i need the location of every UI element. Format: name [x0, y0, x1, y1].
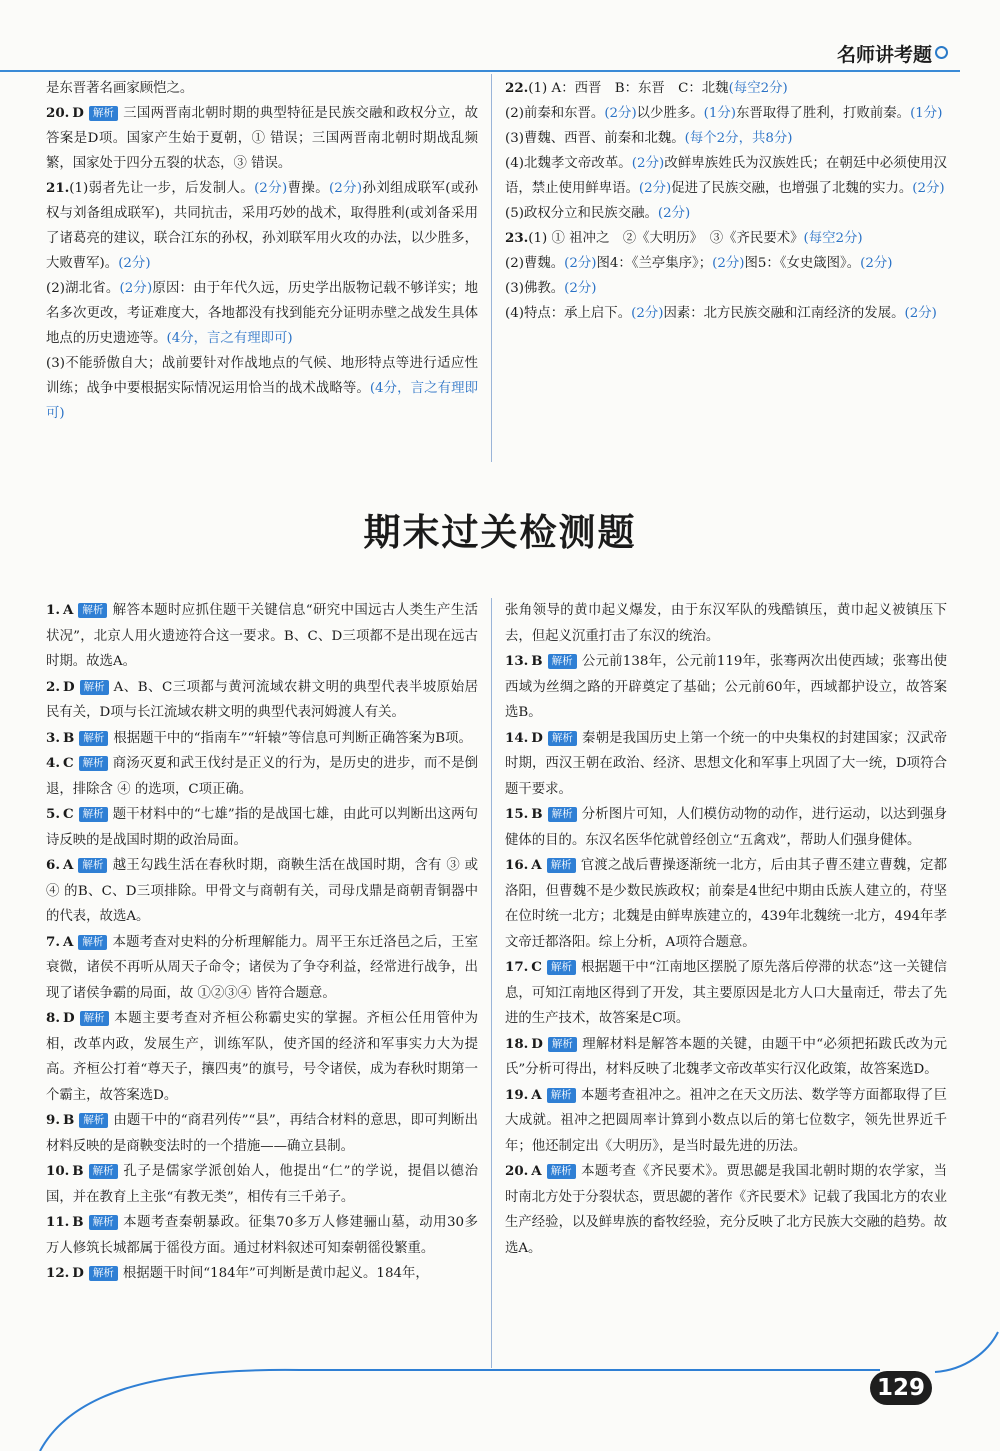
answer-item [505, 1032, 947, 1083]
answer-item [46, 176, 478, 276]
answer-text: 原因：由于年代久远，历史学出版物记载不够详实；地名多次更改，考证难度大，各地都没有找到能充分证明赤壁之战发生具体地点的历史遗迹等。 [46, 281, 479, 346]
score-note: (1分) [910, 106, 943, 121]
answer-text: (1)弱者先让一步，后发制人。 [69, 181, 255, 196]
question-number: 11. [46, 1214, 70, 1230]
score-note: (每空2分) [803, 231, 863, 246]
answer-text: (2)湖北省。 [46, 281, 120, 296]
question-number: 2. [46, 678, 60, 695]
answer-text: 孙刘组成联军(或孙权与刘备组成联军)，共同抗击，采用巧妙的战术，取得胜利(或刘备采用了诸葛亮的建议，联合江东的孙权，孙刘联军用火攻的办法，以少胜多，大败曹军)。 [46, 181, 479, 271]
question-number: 5. [46, 806, 60, 822]
analysis-tag: 解析 [548, 654, 577, 669]
answer-item [505, 726, 947, 803]
answer-text: 越王勾践生活在春秋时期，商鞅生活在战国时期，含有 ③ 或 ④ 的B、C、D三项排除。甲骨文与商朝有关，司母戊鼎是商朝青铜器中的代表，故选A。 [46, 858, 478, 924]
answer-choice: D [72, 105, 84, 121]
question-number: 19. [505, 1086, 529, 1103]
question-number: 13. [505, 653, 529, 669]
question-number: 9. [46, 1112, 60, 1128]
score-note: (2分) [638, 181, 672, 196]
answer-choice: D [531, 1035, 543, 1052]
answers-bottom-left [46, 598, 478, 1287]
answer-text: 本题考查秦朝暴政。征集70多万人修建骊山墓，动用30多万人修筑长城都属于徭役方面。通过材料叙述可知秦朝徭役繁重。 [46, 1215, 478, 1256]
answer-item [46, 751, 478, 802]
answer-text: 分析图片可知，人们模仿动物的动作，进行运动，以达到强身健体的目的。东汉名医华佗就曾经创立“五禽戏”，帮助人们强身健体。 [505, 807, 947, 848]
answer-item [46, 1006, 478, 1108]
answer-choice: A [531, 1086, 542, 1103]
answer-item [505, 251, 947, 276]
answer-item [505, 802, 947, 853]
question-number: 20. [505, 1163, 529, 1179]
answer-item [46, 1108, 478, 1159]
score-note: (2分) [118, 256, 151, 271]
score-note: (2分) [631, 306, 664, 321]
question-number: 3. [46, 729, 60, 746]
answer-text: 题干材料中的“七雄”指的是战国七雄，由此可以判断出这两句诗反映的是战国时期的政治局面。 [46, 807, 478, 848]
answer-choice: D [72, 1265, 84, 1281]
answer-text: (3)佛教。 [505, 281, 565, 296]
answer-item [46, 802, 478, 853]
analysis-tag: 解析 [89, 1215, 118, 1230]
answer-text: 公元前138年，公元前119年，张骞两次出使西域；张骞出使西域为丝绸之路的开辟奠定了基础；公元前60年，西域都护设立，故答案选B。 [505, 654, 947, 720]
question-number: 15. [505, 806, 529, 822]
answer-choice: A [62, 602, 74, 618]
analysis-tag: 解析 [547, 858, 576, 873]
answer-choice: B [72, 1163, 84, 1179]
answer-text: 孔子是儒家学派创始人，他提出“仁”的学说，提倡以德治国，并在教育上主张“有教无类”，相传有三千弟子。 [46, 1164, 478, 1205]
answer-text: 根据题干时间“184年”可判断是黄巾起义。184年， [122, 1266, 429, 1281]
answer-item [505, 1083, 947, 1160]
book-series-title: 名师讲考题 [836, 44, 932, 66]
question-number: 14. [505, 729, 529, 746]
score-note: (2分) [254, 181, 288, 196]
score-note: (4分，言之有理即可) [46, 381, 478, 421]
analysis-tag: 解析 [79, 756, 108, 771]
answer-text: 本题考查祖冲之。祖冲之在天文历法、数学等方面都取得了巨大成就。祖冲之把圆周率计算到小数点以后的第七位数字，领先世界近千年；他还制定出《大明历》，是当时最先进的历法。 [505, 1087, 947, 1154]
analysis-tag: 解析 [89, 1266, 118, 1281]
score-note: (2分) [604, 106, 637, 121]
answer-text: (3)曹魏、西晋、前秦和北魏。 [505, 131, 685, 146]
answer-text: 解答本题时应抓住题干关键信息“研究中国远古人类生产生活状况”，北京人用火遗迹符合这一要求。B、C、D三项都不是出现在远古时期。故选A。 [46, 603, 478, 669]
answer-choice: C [62, 806, 74, 822]
score-note: (2分) [860, 256, 893, 271]
answer-choice: B [531, 806, 543, 822]
answer-text: 是东晋著名画家顾恺之。 [46, 81, 194, 96]
answer-item [505, 1159, 947, 1261]
answer-item [505, 649, 947, 726]
answer-item [505, 276, 947, 301]
answer-text: (3)不能骄傲自大；战前要针对作战地点的气候、地形特点等进行适应性训练；战争中要根据实际情况运用恰当的战术战略等。 [46, 356, 478, 396]
analysis-tag: 解析 [80, 680, 109, 695]
answer-item [505, 126, 947, 151]
answer-item [46, 351, 478, 426]
answers-bottom-right [505, 598, 947, 1261]
answer-choice: A [531, 857, 542, 873]
section-title: 期末过关检测题 [363, 511, 637, 554]
answer-text: 理解材料是解答本题的关键，由题干中“必须把拓跋氏改为元氏”分析可得出，材料反映了北魏孝文帝改革实行汉化政策，故答案选D。 [505, 1036, 947, 1077]
answer-text: 本题主要考查对齐桓公称霸史实的掌握。齐桓公任用管仲为相，改革内政，发展生产，训练军队，使齐国的经济和军事实力大为提高。齐桓公打着“尊天子，攘四夷”的旗号，号令诸侯，成为春秋时期第一个霸主，故答案选D。 [46, 1011, 478, 1103]
answer-text: 以少胜多。 [636, 106, 704, 121]
answer-item [505, 955, 947, 1032]
answer-item [46, 726, 478, 752]
answer-text: (4)北魏孝文帝改革。 [505, 156, 632, 171]
analysis-tag: 解析 [79, 1113, 108, 1128]
answer-item [505, 853, 947, 955]
question-number: 4. [46, 755, 60, 771]
score-note: (2分) [564, 281, 597, 296]
answer-text: A、B、C三项都与黄河流域农耕文明的典型代表半坡原始居民有关，D项与长江流域农耕文明的典型代表河姆渡人有关。 [46, 679, 478, 720]
circle-ornament-icon [935, 46, 948, 59]
answer-text: (1) ① 祖冲之 ②《大明历》 ③《齐民要术》 [528, 231, 804, 246]
analysis-tag: 解析 [89, 1164, 118, 1179]
answer-choice: B [72, 1214, 84, 1230]
question-number: 10. [46, 1163, 70, 1179]
score-note: (2分) [904, 306, 937, 321]
answer-item [46, 101, 478, 176]
analysis-tag: 解析 [548, 731, 577, 746]
answer-text: 由题干中的“商君列传”“县”，再结合材料的意思，即可判断出材料反映的是商鞅变法时的一个措施——确立县制。 [46, 1113, 478, 1154]
score-note: (2分) [712, 256, 745, 271]
score-note: (每个2分，共8分) [684, 131, 793, 146]
question-number: 8. [46, 1010, 60, 1026]
page-number: 129 [870, 1371, 932, 1405]
answer-text: 张角领导的黄巾起义爆发，由于东汉军队的残酷镇压，黄巾起义被镇压下去，但起义沉重打击了东汉的统治。 [505, 603, 947, 644]
score-note: (2分) [657, 206, 691, 221]
answer-text: 根据题干中“江南地区摆脱了原先落后停滞的状态”这一关键信息，可知江南地区得到了开发，其主要原因是北方人口大量南迁，带去了先进的生产技术，故答案是C项。 [505, 960, 947, 1026]
answer-text: 官渡之战后曹操逐渐统一北方，后由其子曹丕建立曹魏，定都洛阳，但曹魏不是少数民族政权；前秦是4世纪中期由氐族人建立的，苻坚在位时统一北方；北魏是由鲜卑族建立的，439年北魏统一北方，494年孝文帝迁都洛阳。综上分析，A项符合题意。 [505, 858, 947, 950]
bottom-wave-decoration [0, 1330, 1000, 1451]
answer-item [505, 226, 947, 251]
answer-choice: B [531, 653, 543, 669]
answer-item [46, 598, 478, 675]
column-divider [491, 74, 492, 462]
question-number: 6. [46, 857, 60, 873]
answer-item [505, 201, 947, 226]
answer-item [46, 276, 478, 351]
analysis-tag: 解析 [80, 1011, 109, 1026]
analysis-tag: 解析 [89, 106, 118, 121]
answer-choice: D [531, 729, 543, 746]
answer-text: (5)政权分立和民族交融。 [505, 206, 658, 221]
answer-item [46, 1261, 478, 1287]
answer-text: (2)曹魏。 [505, 256, 565, 271]
answer-choice: A [62, 933, 74, 950]
answer-item [505, 151, 947, 201]
score-note: (4分，言之有理即可) [166, 331, 293, 346]
answer-choice: C [62, 755, 74, 771]
score-note: (2分) [912, 181, 945, 196]
answer-text: 秦朝是我国历史上第一个统一的中央集权的封建国家；汉武帝时期，西汉王朝在政治、经济、思想文化和军事上巩固了大一统，D项符合题干要求。 [505, 730, 947, 797]
answer-item [505, 301, 947, 326]
answer-text: (4)特点：承上启下。 [505, 306, 632, 321]
answer-choice: C [531, 959, 542, 975]
question-number: 7. [46, 933, 60, 950]
analysis-tag: 解析 [79, 807, 108, 822]
column-divider [491, 598, 492, 1368]
answer-text: 本题考查《齐民要术》。贾思勰是我国北朝时期的农学家，当时南北方处于分裂状态，贾思勰的著作《齐民要术》记载了我国北方的农业生产经验，以及鲜卑族的畜牧经验，充分反映了北方民族大交融的趋势。故选A。 [505, 1164, 947, 1256]
answers-top-left [46, 76, 478, 426]
answer-item [46, 930, 478, 1007]
score-note: (2分) [564, 256, 597, 271]
answer-text: 本题考查对史料的分析理解能力。周平王东迁洛邑之后，王室衰微，诸侯不再听从周天子命令；诸侯为了争夺利益，经常进行战争，出现了诸侯争霸的局面，故 ①②③④ 皆符合题意。 [46, 934, 478, 1001]
score-note: (每空2分) [728, 81, 788, 96]
question-number: 23. [505, 230, 529, 246]
answer-text: 改鲜卑族姓氏为汉族姓氏；在朝廷中必须使用汉语，禁止使用鲜卑语。 [505, 156, 948, 196]
answer-item [46, 1159, 478, 1210]
analysis-tag: 解析 [78, 858, 107, 873]
answer-choice: D [62, 678, 75, 695]
question-number: 22. [505, 80, 529, 96]
answer-item [46, 675, 478, 726]
answer-text: 促进了民族交融，也增强了北魏的实力。 [671, 181, 913, 196]
answer-choice: B [62, 1112, 75, 1128]
analysis-tag: 解析 [79, 731, 108, 746]
analysis-tag: 解析 [547, 1164, 576, 1179]
answer-text: 曹操。 [287, 181, 329, 196]
answer-item [46, 1210, 478, 1261]
answer-item [46, 853, 478, 930]
analysis-tag: 解析 [548, 807, 577, 822]
analysis-tag: 解析 [548, 1037, 577, 1052]
answer-text: 因素：北方民族交融和江南经济的发展。 [663, 306, 905, 321]
answers-top-right [505, 76, 947, 326]
answer-text: 根据题干中的“指南车”“轩辕”等信息可判断正确答案为B项。 [113, 730, 472, 746]
question-number: 12. [46, 1265, 70, 1281]
answer-text: 图5：《女史箴图》。 [744, 256, 861, 271]
answer-choice: B [62, 729, 75, 746]
question-number: 18. [505, 1035, 529, 1052]
answer-text: (2)前秦和东晋。 [505, 106, 605, 121]
answer-text: 三国两晋南北朝时期的典型特征是民族交融和政权分立，故答案是D项。国家产生始于夏朝，① 错误；三国两晋南北朝时期战乱频繁，国家处于四分五裂的状态，③ 错误。 [46, 106, 478, 171]
score-note: (2分) [119, 281, 153, 296]
analysis-tag: 解析 [547, 960, 576, 975]
answer-text: (1) A：西晋 B：东晋 C：北魏 [528, 81, 729, 96]
answer-choice: D [62, 1010, 75, 1026]
question-number: 20. [46, 105, 70, 121]
question-number: 1. [46, 602, 60, 618]
header-rule [0, 70, 960, 72]
answer-text: 商汤灭夏和武王伐纣是正义的行为，是历史的进步，而不是倒退，排除含 ④ 的选项，C项正确。 [46, 756, 478, 797]
question-number: 17. [505, 959, 529, 975]
answer-item [505, 76, 947, 101]
question-number: 21. [46, 180, 70, 196]
answer-item [505, 101, 947, 126]
analysis-tag: 解析 [547, 1088, 576, 1103]
answer-choice: A [62, 857, 74, 873]
answer-choice: A [531, 1163, 542, 1179]
analysis-tag: 解析 [78, 935, 107, 950]
score-note: (2分) [631, 156, 665, 171]
answer-item [505, 598, 947, 649]
score-note: (1分) [703, 106, 736, 121]
score-note: (2分) [328, 181, 363, 196]
answer-text: 图4：《兰亭集序》； [596, 256, 713, 271]
analysis-tag: 解析 [78, 603, 107, 618]
question-number: 16. [505, 857, 529, 873]
answer-item [46, 76, 478, 101]
answer-text: 东晋取得了胜利，打败前秦。 [735, 106, 911, 121]
